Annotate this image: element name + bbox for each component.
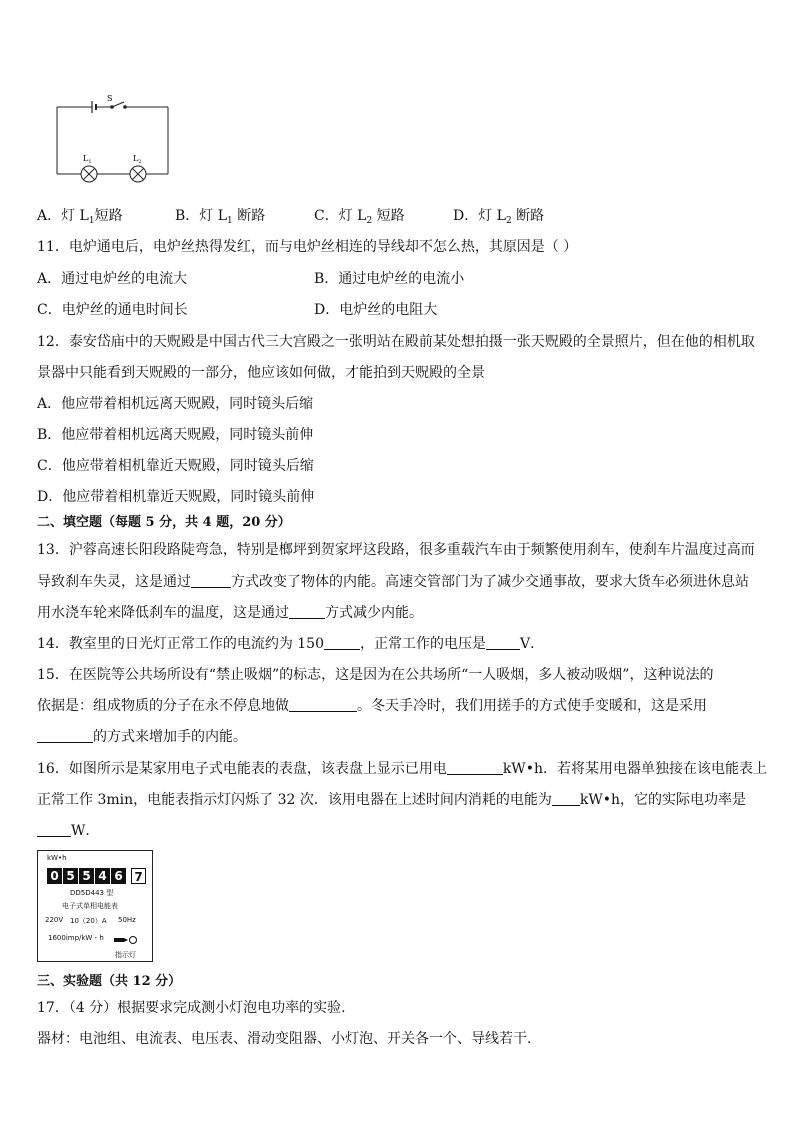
meter-digit: 6 [111,868,126,884]
meter-digit: 5 [63,868,78,884]
q15-blank2[interactable] [37,728,93,743]
q16-blank1[interactable] [447,760,503,775]
q15-line3: 的方式来增加手的内能。 [37,728,247,746]
q16-line2: 正常工作 3min，电能表指示灯闪烁了 32 次．该用电器在上述时间内消耗的电能为 kW•h，它的实际电功率是 [37,792,746,808]
energy-meter-figure [37,850,153,962]
meter-unit: kW•h [47,854,67,862]
q16-line3: W． [37,822,99,840]
q17-equipment: 器材：电池组、电流表、电压表、滑动变阻器、小灯泡、开关各一个、导线若干. [37,1031,532,1047]
meter-digit: 0 [47,868,62,884]
q15-blank1[interactable] [289,697,357,712]
meter-digit: 4 [95,868,110,884]
meter-digits [47,868,147,884]
q12-option-c[interactable]: C．他应带着相机靠近天贶殿，同时镜头后缩 [37,458,314,474]
meter-voltage: 220V [45,916,64,924]
q11-option-a[interactable]: A．通过电炉丝的电流大 [37,271,188,287]
q12-stem-line1: 12．泰安岱庙中的天贶殿是中国古代三大宫殿之一张明站在殿前某处想拍摄一张天贶殿的全景照片，但在他的相机取 [37,334,755,350]
q16-blank3[interactable] [37,822,71,837]
q16-blank2[interactable] [552,791,580,806]
q10-option-a[interactable]: A．灯 $L_1$短路 [37,208,123,226]
q14-blank1[interactable] [324,635,360,650]
q10-option-d[interactable]: D．灯 $L_2$ 断路 [453,208,545,226]
q13-line2: 导致刹车失灵，这是通过 方式改变了物体的内能。高速交管部门为了减少交通事故，要求大货车必须进休息站 [37,574,749,590]
meter-digit: 5 [79,868,94,884]
q15-line2: 依据是：组成物质的分子在永不停息地做 。冬天手冷时，我们用搓手的方式使手变暖和，这是采用 [37,698,707,714]
meter-name: 电子式单相电能表 [62,902,118,910]
q11-option-c[interactable]: C．电炉丝的通电时间长 [37,302,188,318]
meter-imp-rate: 1600imp/kW・h [48,934,104,942]
meter-frequency: 50Hz [118,916,136,924]
q13-line1: 13．沪蓉高速长阳段路陡弯急，特别是榔坪到贺家坪这段路，很多重载汽车由于频繁使用刹车，使刹车片温度过高而 [37,542,755,558]
meter-decimal-digit: 7 [131,868,146,884]
q15-line1: 15．在医院等公共场所设有“禁止吸烟”的标志，这是因为在公共场所“一人吸烟，多人被动吸烟”，这种说法的 [37,667,714,683]
q13-blank2[interactable] [289,604,325,619]
q11-option-d[interactable]: D．电炉丝的电阻大 [314,302,438,318]
q12-stem-line2: 景器中只能看到天贶殿的一部分，他应该如何做，才能拍到天贶殿的全景 [37,365,485,381]
meter-current: 10（20）A [70,917,107,925]
lamp2-label: $L_2$ [133,154,142,165]
section3-title: 三、实验题（共 12 分） [37,974,182,989]
q10-option-c[interactable]: C．灯 $L_2$ 短路 [314,208,405,226]
q10-option-b[interactable]: B．灯 $L_1$ 断路 [175,208,266,226]
q14-blank2[interactable] [486,635,520,650]
q12-option-b[interactable]: B．他应带着相机远离天贶殿，同时镜头前伸 [37,427,314,443]
section2-title: 二、填空题（每题 5 分，共 4 题，20 分） [37,515,291,530]
q11-option-b[interactable]: B．通过电炉丝的电流小 [314,271,465,287]
switch-label: S [107,94,113,103]
q14-line: 14．教室里的日光灯正常工作的电流约为 150 ，正常工作的电压是 V． [37,636,545,652]
circuit-diagram [50,90,175,185]
q11-stem: 11．电炉通电后，电炉丝热得发红，而与电炉丝相连的导线却不怎么热，其原因是（ ） [37,239,578,255]
q17-stem: 17．（4 分）根据要求完成测小灯泡电功率的实验. [37,1000,346,1016]
meter-model: DD5D443 型 [70,889,114,897]
lamp1-label: $L_1$ [83,154,92,165]
q16-line1: 16．如图所示是某家用电子式电能表的表盘，该表盘上显示已用电 kW•h．若将某用电器单独接在该电能表上 [37,761,767,777]
meter-indicator-label: 指示灯 [115,951,136,959]
q12-option-d[interactable]: D．他应带着相机靠近天贶殿，同时镜头前伸 [37,489,315,505]
q13-blank1[interactable] [191,573,231,588]
q13-line3: 用水浇车轮来降低刹车的温度，这是通过 方式减少内能。 [37,605,423,621]
indicator-light-icon [114,935,138,945]
q12-option-a[interactable]: A．他应带着相机远离天贶殿，同时镜头后缩 [37,396,314,412]
